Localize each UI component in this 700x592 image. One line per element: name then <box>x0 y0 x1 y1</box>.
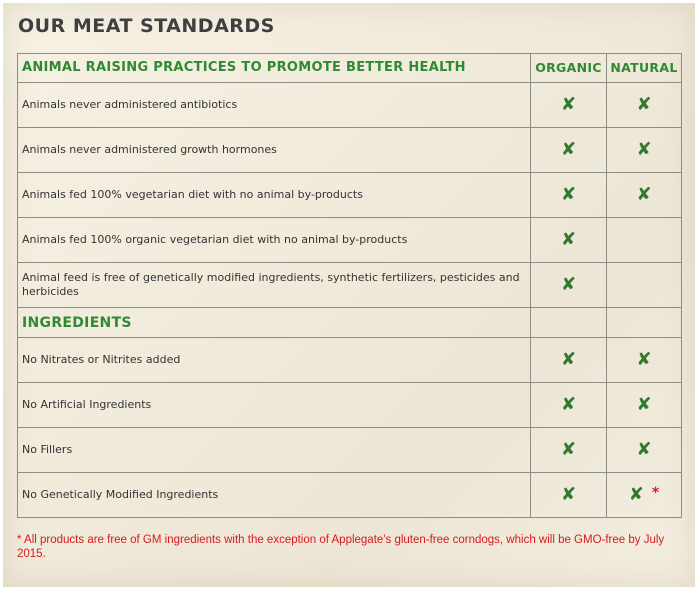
table-header-row <box>18 54 682 83</box>
row-label: Animals fed 100% vegetarian diet with no animal by-products <box>18 173 531 218</box>
ingredients-section-header: INGREDIENTS <box>18 308 531 338</box>
table-row <box>18 428 682 473</box>
check-x-icon: ✘ <box>560 439 577 460</box>
row-label: No Fillers <box>18 428 531 473</box>
natural-cell <box>607 173 682 218</box>
check-x-icon: ✘ <box>636 349 652 370</box>
check-x-icon: ✘ <box>560 349 577 370</box>
organic-column-header: ORGANIC <box>531 54 607 83</box>
natural-cell <box>607 128 682 173</box>
table-row <box>18 338 682 383</box>
empty-cell <box>607 308 682 338</box>
row-label: Animal feed is free of genetically modified ingredients, synthetic fertilizers, pesticides and herbicides <box>18 263 531 308</box>
check-x-icon: ✘ <box>560 139 577 160</box>
table-row <box>18 128 682 173</box>
natural-column-header: NATURAL <box>607 54 682 83</box>
check-x-icon: ✘ <box>560 94 577 115</box>
row-label: No Artificial Ingredients <box>18 383 531 428</box>
natural-cell <box>607 83 682 128</box>
check-x-icon: ✘ <box>560 394 577 415</box>
check-x-icon: ✘ <box>636 394 652 415</box>
page-title: OUR MEAT STANDARDS <box>18 15 275 37</box>
check-x-icon: ✘ <box>560 274 577 295</box>
natural-cell <box>607 218 682 263</box>
footnote-asterisk: * <box>651 485 660 501</box>
practices-header: ANIMAL RAISING PRACTICES TO PROMOTE BETTER HEALTH <box>18 54 531 83</box>
row-label: No Nitrates or Nitrites added <box>18 338 531 383</box>
organic-cell <box>531 428 607 473</box>
row-label: Animals never administered antibiotics <box>18 83 531 128</box>
table-row <box>18 263 682 308</box>
check-x-icon: ✘ <box>636 94 652 115</box>
organic-cell <box>531 338 607 383</box>
table-row <box>18 218 682 263</box>
organic-cell <box>531 83 607 128</box>
check-x-icon: ✘ <box>560 229 577 250</box>
check-x-icon: ✘ <box>560 484 577 505</box>
row-label: Animals fed 100% organic vegetarian diet with no animal by-products <box>18 218 531 263</box>
meat-standards-table <box>17 53 682 518</box>
check-x-icon: ✘ <box>636 439 652 460</box>
check-x-icon: ✘ <box>628 484 644 505</box>
natural-cell <box>607 263 682 308</box>
table-row <box>18 383 682 428</box>
check-x-icon: ✘ <box>560 184 577 205</box>
organic-cell <box>531 128 607 173</box>
organic-cell <box>531 473 607 518</box>
organic-cell <box>531 383 607 428</box>
empty-cell <box>531 308 607 338</box>
row-label: No Genetically Modified Ingredients <box>18 473 531 518</box>
section-row-ingredients <box>18 308 682 338</box>
organic-cell <box>531 218 607 263</box>
row-label: Animals never administered growth hormones <box>18 128 531 173</box>
check-x-icon: ✘ <box>636 184 652 205</box>
table-row <box>18 173 682 218</box>
natural-cell <box>607 428 682 473</box>
natural-cell <box>607 338 682 383</box>
footnote-text: * All products are free of GM ingredients with the exception of Applegate's gluten-free corndogs, which will be GMO-free by July 2015. <box>17 534 665 560</box>
natural-cell <box>607 473 682 518</box>
check-x-icon: ✘ <box>636 139 652 160</box>
natural-cell <box>607 383 682 428</box>
table-row <box>18 83 682 128</box>
organic-cell <box>531 173 607 218</box>
organic-cell <box>531 263 607 308</box>
table-row <box>18 473 682 518</box>
